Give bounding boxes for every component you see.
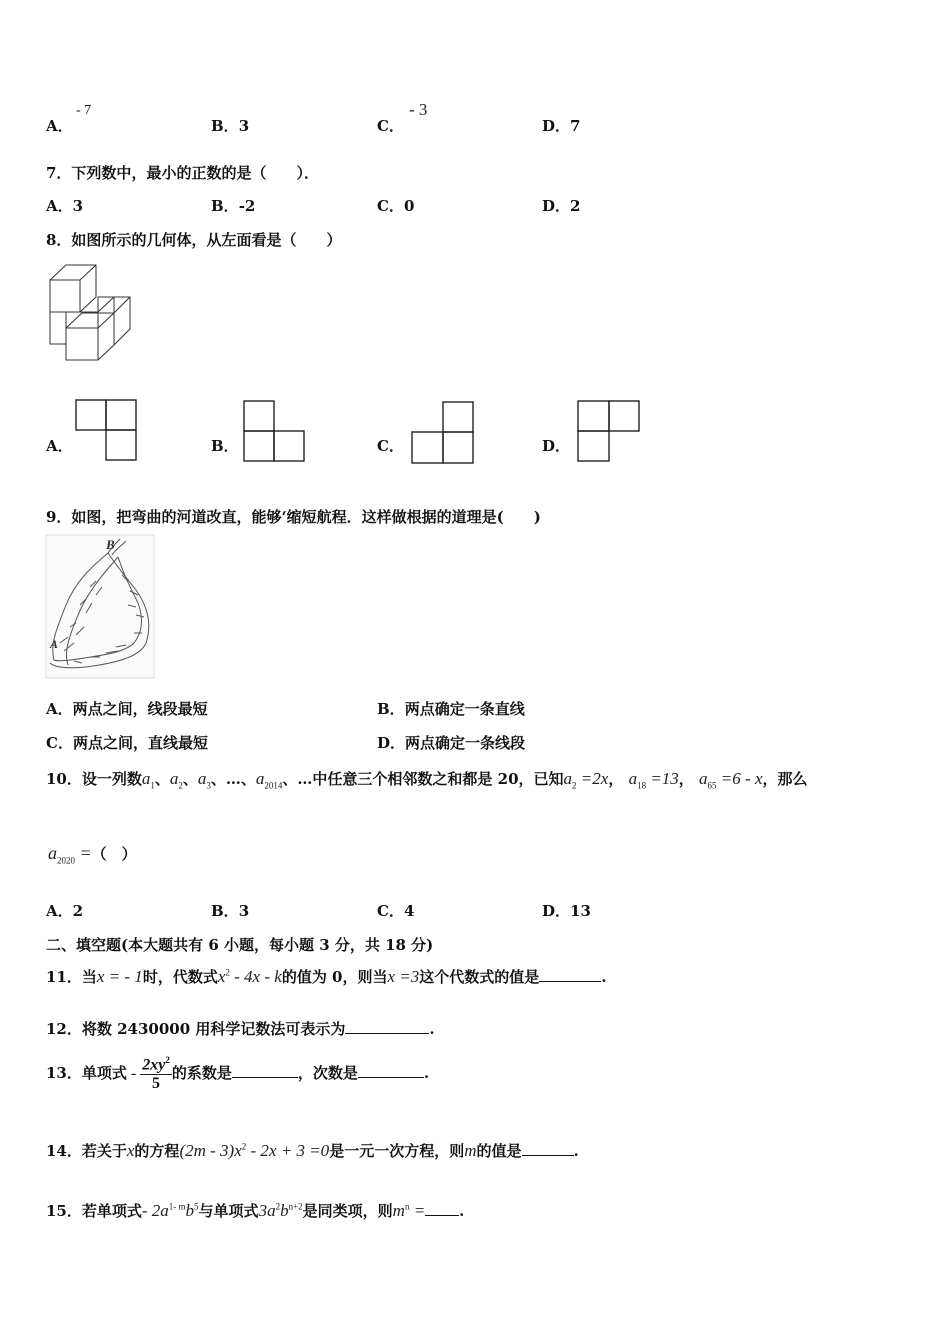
q11-cond-x2: x =3	[387, 967, 420, 986]
q11-expression: $x^2 - 4x$ - k	[217, 967, 282, 986]
q8-stem: 8．如图所示的几何体，从左面看是（ ）	[46, 231, 342, 249]
q7-option-d[interactable]: D．2	[542, 197, 581, 215]
q13-degree-blank[interactable]	[358, 1076, 424, 1078]
q8-option-d[interactable]: D．	[542, 437, 571, 455]
q14-var-m: m	[464, 1141, 477, 1160]
q10-a2014: $a_{2014}$	[255, 769, 283, 791]
q12-answer-blank[interactable]	[345, 1032, 429, 1034]
q11-answer-blank[interactable]	[539, 980, 601, 982]
q11-cond-x: x = - 1	[96, 967, 143, 986]
q8-option-a-view	[75, 399, 137, 463]
q6-option-a[interactable]: A．	[46, 117, 73, 135]
q9-option-c[interactable]: C．两点之间，直线最短	[46, 734, 208, 752]
q10-a2020: $a_{2020}$ =	[48, 843, 92, 866]
q15-expression: $m^n$ =	[392, 1201, 426, 1220]
q10-cond3: $a_{65} =6 - x$	[699, 769, 763, 791]
q15: 15．若单项式- $2a^{1- m}b^5$与单项式$3a^2b^{n+2}$是同类项，则$m^n$ = .	[46, 1201, 465, 1220]
q9-option-a[interactable]: A．两点之间，线段最短	[46, 700, 208, 718]
q15-monomial-2: $3a^2b^{n+2}$	[258, 1201, 303, 1220]
q8-option-b[interactable]: B．	[211, 437, 239, 455]
q8-option-c[interactable]: C．	[377, 437, 404, 455]
q10-option-a[interactable]: A．2	[46, 902, 84, 920]
q6-option-b[interactable]: B．3	[211, 117, 250, 135]
q10-a2: $a_2$	[169, 769, 183, 791]
q6-option-a-value: - 7	[76, 103, 92, 118]
q10-option-b[interactable]: B．3	[211, 902, 250, 920]
q10-cond2: $a_{18} =13$	[628, 769, 679, 791]
q8-option-d-view	[577, 400, 641, 464]
q9-point-a: A	[50, 637, 59, 651]
q6-option-c-value: - 3	[409, 100, 428, 119]
q10-question: $a_{2020}$ =（ ）	[48, 843, 137, 866]
q15-monomial-1: - $2a^{1- m}b^5$	[141, 1201, 199, 1220]
q13-monomial: $\frac{2xy^2}{5}$	[142, 1055, 170, 1093]
q6-option-c[interactable]: C．	[377, 117, 404, 135]
q7-stem: 7．下列数中，最小的正数的是（ ）．	[46, 164, 319, 182]
q8-option-c-view	[411, 401, 475, 465]
q8-option-b-view	[243, 400, 305, 464]
q14-var-x: x	[126, 1141, 135, 1160]
q9-option-d[interactable]: D．两点确定一条线段	[377, 734, 526, 752]
q7-option-c[interactable]: C．0	[377, 197, 415, 215]
q7-option-a[interactable]: A．3	[46, 197, 84, 215]
q9-point-b: B	[106, 537, 115, 552]
q10-a1: $a_1$	[141, 769, 155, 791]
q6-option-d[interactable]: D．7	[542, 117, 581, 135]
q9-option-b[interactable]: B．两点确定一条直线	[377, 700, 525, 718]
q13-coefficient-blank[interactable]	[232, 1076, 298, 1078]
q15-answer-blank[interactable]	[425, 1214, 459, 1216]
q10-option-c[interactable]: C．4	[377, 902, 415, 920]
q8-option-a[interactable]: A．	[46, 437, 73, 455]
q7-option-b[interactable]: B．-2	[211, 197, 256, 215]
q9-stem: 9．如图，把弯曲的河道改直，能够‘缩短航程．这样做根据的道理是( )	[46, 508, 541, 526]
q10-stem: 10．设一列数$a_1$、$a_2$、$a_3$、…、$a_{2014}$、…中任意三个相邻数之和都是 20，已知$a_2 =2x$， $a_{18} =13$， $a_{65} =6 - x$，那么	[46, 769, 808, 791]
q14-equation: $(2m - 3)x^2 - 2x + 3 =0$	[179, 1141, 330, 1160]
q9-river-figure	[46, 535, 156, 680]
q8-solid-figure	[46, 262, 136, 362]
q14: 14．若关于x的方程$(2m - 3)x^2 - 2x + 3 =0$是一元一次方程，则m的值是 .	[46, 1141, 579, 1160]
q10-cond1: $a_2 =2x$	[563, 769, 609, 791]
q10-option-d[interactable]: D．13	[542, 902, 591, 920]
q10-a3: $a_3$	[197, 769, 211, 791]
q14-answer-blank[interactable]	[522, 1154, 574, 1156]
q11: 11．当x = - 1时，代数式$x^2 - 4x$ - k的值为 0，则当x =3这个代数式的值是 .	[46, 967, 607, 986]
q13: 13．单项式 - $\frac{2xy^2}{5}$ 的系数是 ，次数是 .	[46, 1055, 430, 1093]
q12: 12．将数 2430000 用科学记数法可表示为 .	[46, 1020, 435, 1038]
q13-minus: -	[126, 1065, 141, 1083]
section-2-heading: 二、填空题(本大题共有 6 小题，每小题 3 分，共 18 分)	[46, 936, 434, 954]
